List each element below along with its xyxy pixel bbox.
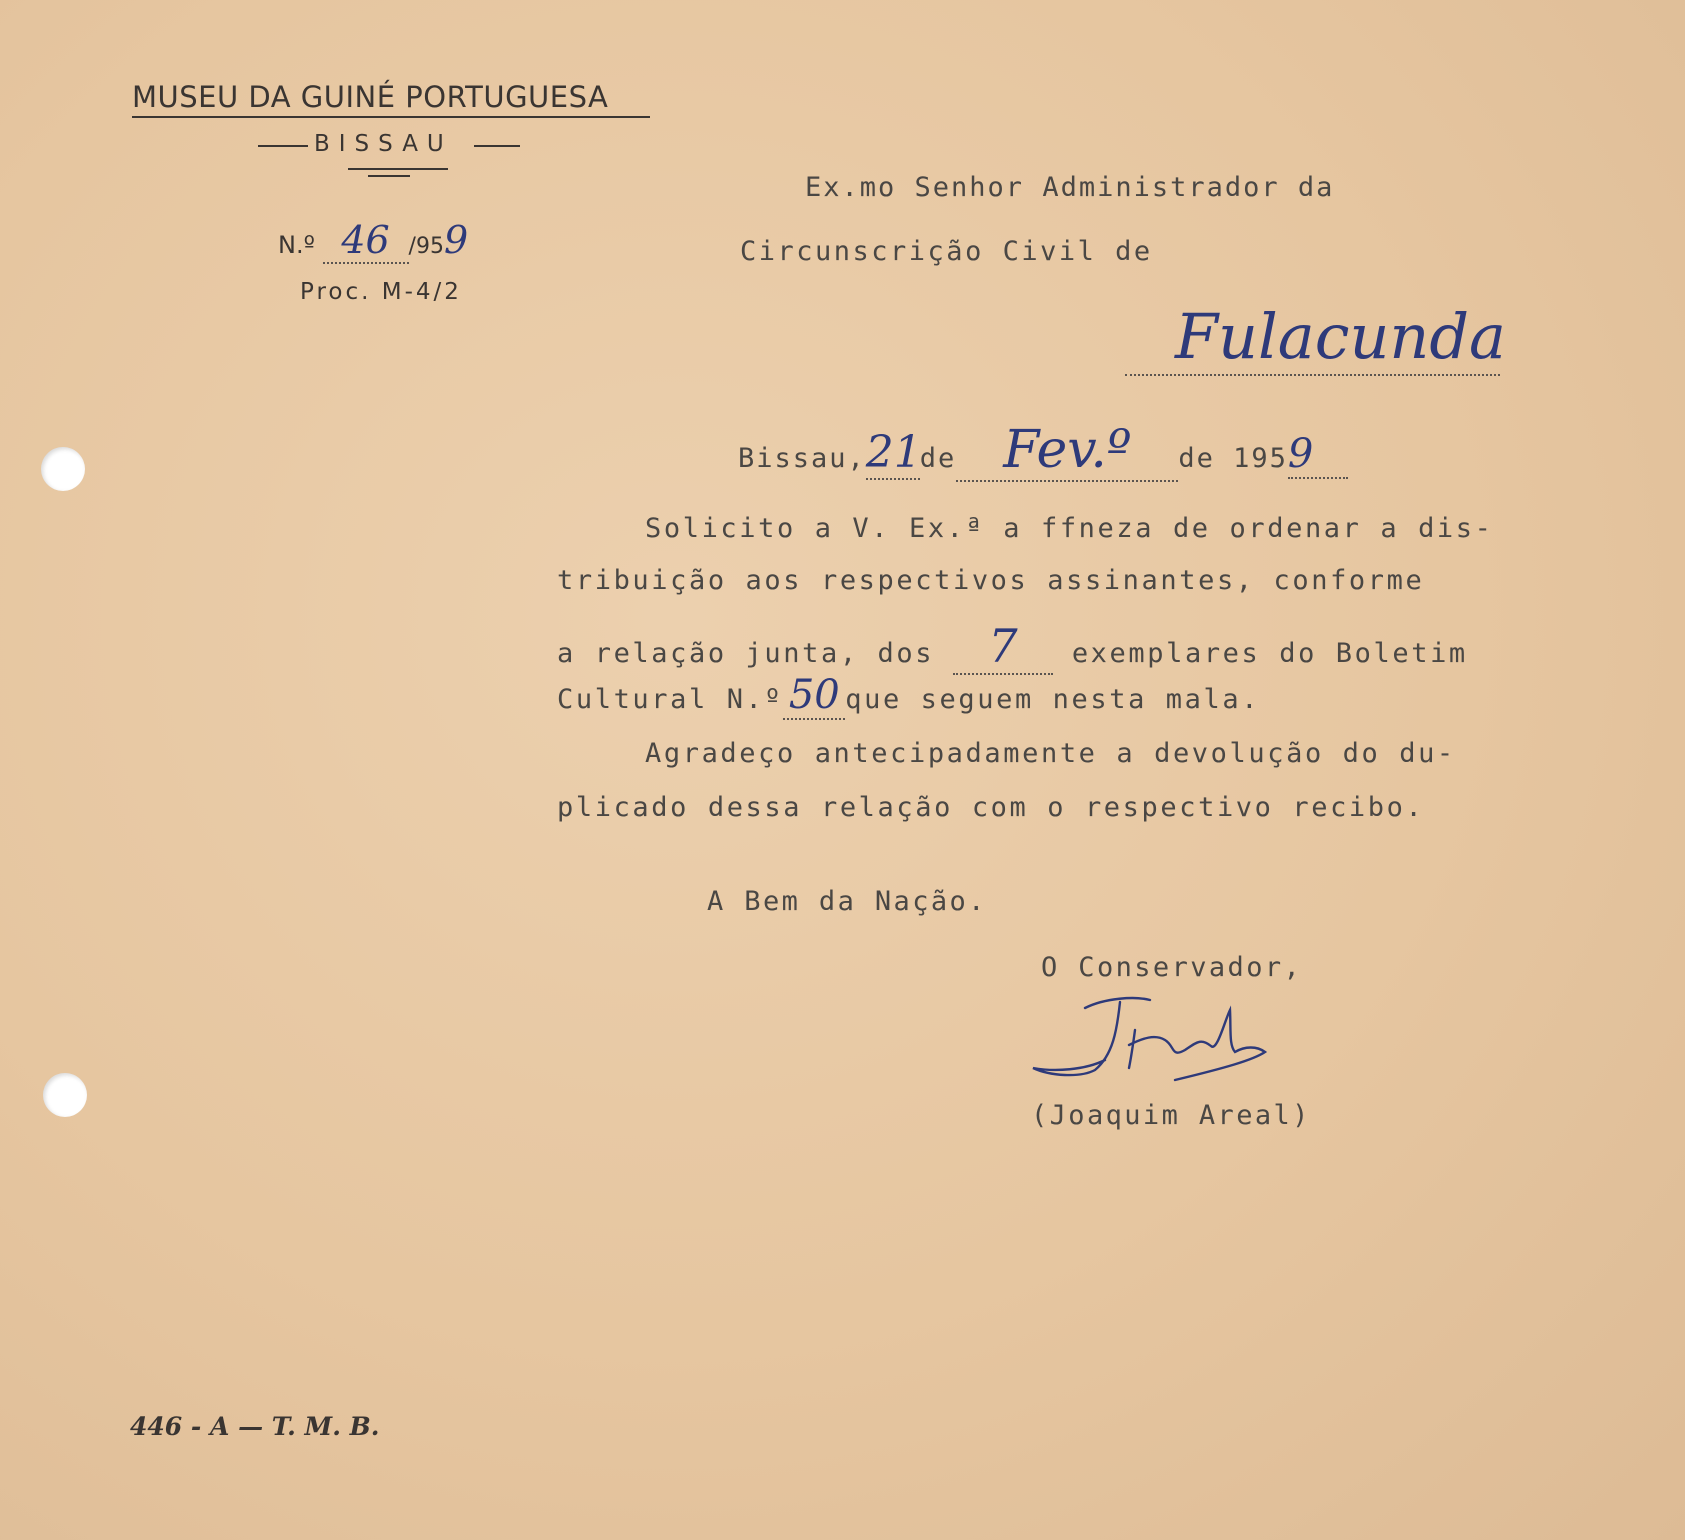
addressee-place-handwritten: Fulacunda	[1175, 300, 1506, 373]
bulletin-number-field	[783, 672, 845, 720]
body-p2-line-1: Agradeço antecipadamente a devolução do du-	[645, 738, 1456, 769]
body-p1-line-2: tribuição aos respectivos assinantes, conforme	[557, 565, 1425, 596]
letterhead-city: BISSAU	[314, 131, 453, 157]
date-year-prefix: 195	[1233, 443, 1288, 474]
date-day-handwritten: 21	[865, 427, 922, 478]
number-field	[323, 218, 409, 264]
date-year-handwritten: 9	[1287, 431, 1314, 477]
date-de-2: de	[1178, 443, 1215, 474]
city-line-left	[258, 145, 308, 147]
body-p2-line-2: plicado dessa relação com o respectivo recibo.	[557, 792, 1425, 823]
closing-salutation: A Bem da Nação.	[707, 886, 987, 917]
addressee-place-field	[1125, 290, 1506, 376]
date-month-field	[956, 420, 1178, 482]
date-year-field	[1288, 431, 1348, 479]
addressee-line-1-text: Ex.mo Senhor Administrador da	[805, 172, 1335, 203]
body-p1-line-3-b: exemplares do Boletim	[1071, 638, 1468, 669]
letterhead-underline	[348, 168, 448, 170]
body-p1-line-4-b: que seguem nesta mala.	[845, 684, 1261, 715]
body-p1-line-4-a: Cultural N.º	[557, 684, 784, 715]
punch-hole-bottom	[43, 1073, 87, 1117]
reference-number-line	[278, 218, 468, 264]
body-p1-line-3	[557, 619, 1468, 675]
date-de-1: de	[919, 443, 957, 474]
closing-title: O Conservador,	[1041, 952, 1303, 983]
date-city: Bissau,	[738, 443, 866, 474]
print-code: 446 - A — T. M. B.	[130, 1412, 380, 1441]
city-line-right	[474, 145, 520, 147]
institution-name: MUSEU DA GUINÉ PORTUGUESA	[132, 80, 609, 114]
letterhead-rule	[132, 116, 650, 118]
year-handwritten: 9	[443, 218, 469, 262]
addressee-line-2: Circunscrição Civil de	[740, 236, 1153, 267]
body-p1-line-1: Solicito a V. Ex.ª a ffneza de ordenar a dis-	[645, 513, 1494, 544]
addressee-line-1	[805, 172, 1334, 203]
body-p1-line-3-a: a relação junta, dos	[557, 638, 935, 669]
number-prefix: N.º	[278, 231, 315, 259]
date-month-handwritten: Fev.º	[1003, 420, 1132, 480]
copies-handwritten: 7	[988, 619, 1018, 673]
body-p1-line-4	[557, 672, 1260, 720]
date-day-field	[866, 427, 920, 480]
punch-hole-top	[41, 447, 85, 491]
letterhead-dash	[368, 175, 410, 177]
date-line	[738, 420, 1348, 482]
number-handwritten: 46	[341, 218, 390, 262]
bulletin-number-handwritten: 50	[788, 672, 840, 718]
copies-field	[953, 619, 1053, 675]
process-reference: Proc. M-4/2	[300, 279, 462, 305]
signature-image	[1025, 990, 1295, 1086]
signatory-name: (Joaquim Areal)	[1031, 1100, 1311, 1131]
year-prefix: /95	[408, 234, 444, 259]
